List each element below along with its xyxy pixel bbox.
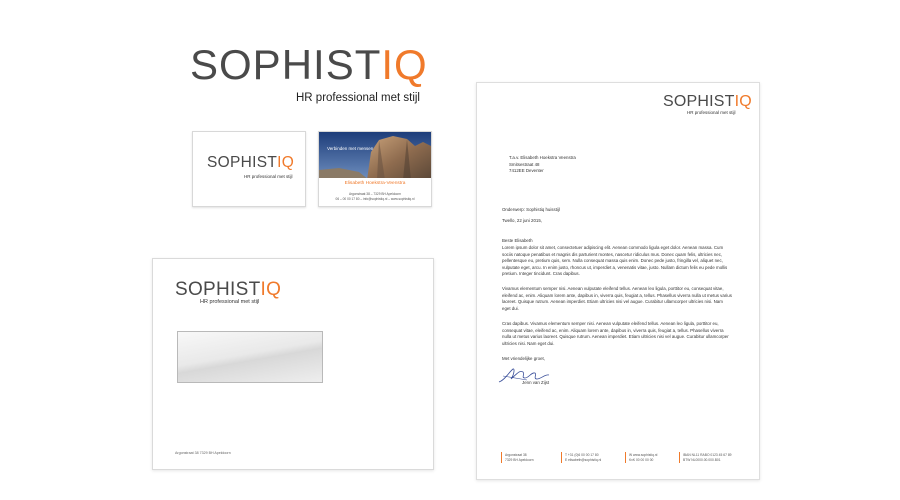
logo-tagline: HR professional met stijl [296, 92, 420, 104]
footer-contact [565, 453, 601, 463]
card-logo-main: SOPHIST [207, 154, 278, 171]
footer-web [629, 453, 657, 463]
letter-logo-main: SOPHIST [663, 93, 735, 110]
mountain-photo [319, 132, 431, 180]
envelope-return-address: Argonstraat 38 7329 BH Apeldoorn [175, 451, 231, 455]
recipient-line: 7412EE Deventer [509, 168, 544, 174]
envelope-logo-tagline: HR professional met stijl [200, 299, 260, 305]
letter-date: Twello, 22 juni 2015, [502, 218, 543, 223]
letter-recipient [509, 155, 576, 175]
letter-paragraph: Lorem ipsum dolor sit amet, consectetuer adipiscing elit. Aenean commodo ligula eget dolor. Aenean massa. Cum sociis natoque penatibus et magnis dis parturient montes, nascetur ridiculus mus. Donec quam felis, ultricies nec, pellentesque eu, pretium quis, sem. Nulla consequat massa quis enim. Donec pede justo, fringilla vel, aliquet nec, vulputate eget, arcu. In enim justo, rhoncus ut, imperdiet a, venenatis vitae, justo. Nullam dictum felis eu pede mollis pretium. Integer tincidunt. Cras dapibus. [502, 245, 728, 277]
card-logo-wordmark [207, 154, 294, 172]
letter-closing: Met vriendelijke groet, [502, 356, 545, 361]
footer-line: 7329 BH Apeldoorn [505, 458, 534, 462]
footer-bank [683, 453, 732, 463]
logo-wordmark-main: SOPHIST [190, 41, 382, 88]
envelope-logo-wordmark [175, 279, 281, 301]
card-back-info-panel [319, 178, 431, 206]
footer-divider [561, 452, 562, 463]
letter-paragraph: Cras dapibus. Vivamus elementum semper nisi. Aenean vulputate eleifend tellus. Aenean leo ligula, porttitor eu, consequat vitae, eleifend ac, enim. Aliquam lorem ante, dapibus in, viverra quis, feugiat a, tellus. Phasellus viverra nulla ut metus varius laoreet. Quisque rutrum. Aenean imperdiet. Etiam ultricies nisi vel augue. Curabitur ullamcorper ultricies nisi. Nam eget dui. [502, 321, 729, 346]
envelope-logo-main: SOPHIST [175, 279, 261, 300]
envelope-address-window [177, 331, 323, 383]
card-contact: 06 – 00 00 17 80 – info@sophistiq.nl – www.sophistiq.nl [335, 197, 415, 201]
letter-signer: Jenn van Zijst [522, 380, 550, 385]
letter-greeting: Beste Elisabeth [502, 238, 533, 243]
logo-wordmark-accent: IQ [381, 41, 428, 88]
business-card-front [192, 131, 306, 207]
letter-subject: Onderwerp: Sophistiq huisstijl [502, 207, 560, 212]
envelope-logo-accent: IQ [260, 279, 282, 300]
letterhead [476, 82, 760, 480]
footer-divider [625, 452, 626, 463]
footer-line: T +31 (0)6 00 00 17 80 [565, 453, 599, 457]
logo-wordmark [190, 41, 428, 88]
footer-address [505, 453, 534, 463]
card-slogan: Verbinden met mensen [327, 146, 374, 151]
letter-logo-tagline: HR professional met stijl [687, 110, 736, 115]
card-logo-accent: IQ [277, 154, 295, 171]
letter-logo-wordmark [663, 93, 752, 111]
card-person-name: Elisabeth Hoekstra-Veenstra [344, 181, 406, 186]
footer-line: E elisabeth@sophistiq.nl [565, 458, 602, 462]
brand-logo [190, 41, 428, 104]
card-address: Argonstraat 38 – 7329 BH Apeldoorn [348, 192, 402, 196]
footer-line: KvK 00 00 00 00 [629, 458, 654, 462]
envelope [152, 258, 434, 470]
footer-divider [501, 452, 502, 463]
recipient-line: Smitsestraat 48 [509, 161, 540, 167]
letter-paragraph: Vivamus elementum semper nisi. Aenean vulputate eleifend tellus. Aenean leo ligula, porttitor eu, consequat vitae, eleifend ac, enim. Aliquam lorem ante, dapibus in, viverra quis, feugiat a, tellus. Phasellus viverra nulla ut metus varius laoreet. Quisque rutrum. Aenean imperdiet. Etiam ultricies nisi vel augue. Curabitur ullamcorper ultricies nisi. Nam eget dui. [502, 286, 732, 311]
card-logo-tagline: HR professional met stijl [244, 174, 293, 179]
footer-divider [679, 452, 680, 463]
recipient-line: T.a.v. Elisabeth Hoekstra Veenstra [509, 155, 576, 160]
footer-line: BTW NL0000.00.000.B01 [683, 458, 721, 462]
business-card-back [318, 131, 432, 207]
footer-line: W www.sophistiq.nl [629, 453, 658, 457]
footer-line: IBAN NL11 RABO 0123 45 67 89 [683, 453, 732, 457]
footer-line: Argonstraat 38 [505, 453, 527, 457]
letter-logo-accent: IQ [734, 93, 752, 110]
